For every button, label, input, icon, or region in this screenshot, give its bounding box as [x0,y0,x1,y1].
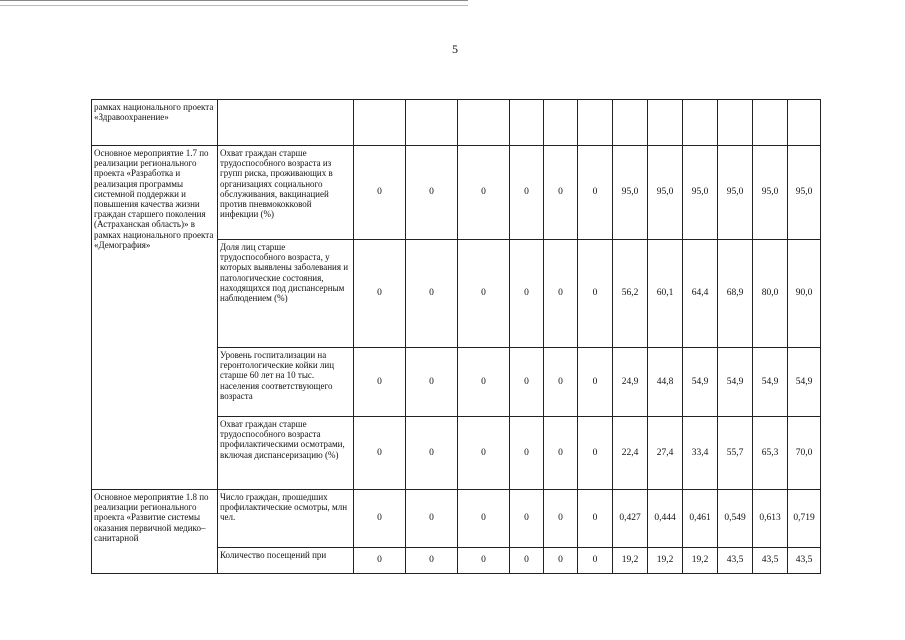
value-cell: 0 [406,417,458,490]
value-cell: 60,1 [648,240,683,348]
value-cell: 68,9 [718,240,753,348]
value-cell: 0 [578,146,613,240]
table-row [92,100,821,146]
value-cell: 54,9 [753,348,788,417]
value-cell: 43,5 [788,548,821,574]
activity-cell: Основное мероприятие 1.8 по реализации регионального проекта «Развитие системы оказания первичной медико–санитарной [92,490,218,574]
value-cell: 0 [510,146,544,240]
value-cell: 90,0 [788,240,821,348]
value-cell [578,100,613,146]
value-cell: 54,9 [718,348,753,417]
activity-cell: рамках национального проекта «Здравоохранение» [92,100,218,146]
value-cell: 0 [354,548,406,574]
value-cell: 22,4 [613,417,648,490]
value-cell: 0 [544,240,578,348]
value-cell [510,100,544,146]
value-cell: 44,8 [648,348,683,417]
value-cell: 33,4 [683,417,718,490]
value-cell: 95,0 [753,146,788,240]
indicator-cell: Количество посещений при [218,548,354,574]
header-rule-secondary [0,5,468,6]
value-cell: 95,0 [648,146,683,240]
value-cell [753,100,788,146]
value-cell: 0 [458,548,510,574]
value-cell: 70,0 [788,417,821,490]
value-cell: 0 [510,240,544,348]
value-cell: 0,613 [753,490,788,548]
value-cell: 27,4 [648,417,683,490]
value-cell: 0,444 [648,490,683,548]
page-number: 5 [452,42,458,56]
value-cell: 0 [510,417,544,490]
value-cell: 19,2 [648,548,683,574]
table-row [92,146,821,240]
indicator-cell: Доля лиц старше трудоспособного возраста, у которых выявлены заболевания и патологические состояния, находящихся под диспансерным наблюдением (%) [218,240,354,348]
value-cell: 0 [544,417,578,490]
activity-cell: Основное мероприятие 1.7 по реализации регионального проекта «Разработка и реализация программы системной поддержки и повышения качества жизни граждан старшего поколения (Астраханская область)» в рамках национального проекта «Демография» [92,146,218,490]
value-cell: 0 [578,490,613,548]
value-cell: 0,549 [718,490,753,548]
value-cell: 0 [458,240,510,348]
value-cell: 0 [354,240,406,348]
value-cell: 0 [578,548,613,574]
value-cell: 19,2 [613,548,648,574]
value-cell: 0 [406,240,458,348]
value-cell: 43,5 [718,548,753,574]
value-cell: 95,0 [613,146,648,240]
value-cell: 0 [578,240,613,348]
value-cell: 55,7 [718,417,753,490]
value-cell [458,100,510,146]
value-cell: 24,9 [613,348,648,417]
value-cell: 0 [458,348,510,417]
value-cell: 65,3 [753,417,788,490]
value-cell [718,100,753,146]
value-cell: 43,5 [753,548,788,574]
value-cell [788,100,821,146]
value-cell: 64,4 [683,240,718,348]
value-cell: 0,461 [683,490,718,548]
indicator-cell: Охват граждан старше трудоспособного возраста профилактическими осмотрами, включая диспансеризацию (%) [218,417,354,490]
value-cell: 0 [406,548,458,574]
value-cell: 0 [544,348,578,417]
value-cell: 0 [578,417,613,490]
value-cell: 0 [458,490,510,548]
indicator-cell [218,100,354,146]
value-cell [648,100,683,146]
value-cell: 95,0 [718,146,753,240]
value-cell: 0 [406,348,458,417]
value-cell: 0 [510,490,544,548]
indicators-table [91,99,821,574]
value-cell: 19,2 [683,548,718,574]
indicator-cell: Охват граждан старше трудоспособного возраста из групп риска, проживающих в организациях социального обслуживания, вакцинацией против пневмококковой инфекции (%) [218,146,354,240]
value-cell: 0 [578,348,613,417]
value-cell: 0 [544,146,578,240]
value-cell: 54,9 [683,348,718,417]
value-cell: 0 [354,146,406,240]
value-cell: 0 [354,348,406,417]
value-cell: 0 [406,490,458,548]
value-cell: 0 [458,417,510,490]
value-cell: 0,719 [788,490,821,548]
value-cell: 56,2 [613,240,648,348]
value-cell: 0 [510,348,544,417]
value-cell: 0 [510,548,544,574]
value-cell: 0 [458,146,510,240]
value-cell: 0 [354,417,406,490]
value-cell [544,100,578,146]
indicator-cell: Число граждан, прошедших профилактические осмотры, млн чел. [218,490,354,548]
value-cell: 95,0 [683,146,718,240]
value-cell: 95,0 [788,146,821,240]
value-cell: 0,427 [613,490,648,548]
value-cell: 0 [544,548,578,574]
value-cell [613,100,648,146]
value-cell [354,100,406,146]
value-cell: 80,0 [753,240,788,348]
table-row [92,490,821,548]
value-cell: 0 [544,490,578,548]
value-cell [406,100,458,146]
value-cell: 0 [406,146,458,240]
header-rule [0,0,468,1]
value-cell: 54,9 [788,348,821,417]
indicator-cell: Уровень госпитализации на геронтологические койки лиц старше 60 лет на 10 тыс. населения соответствующего возраста [218,348,354,417]
value-cell [683,100,718,146]
value-cell: 0 [354,490,406,548]
